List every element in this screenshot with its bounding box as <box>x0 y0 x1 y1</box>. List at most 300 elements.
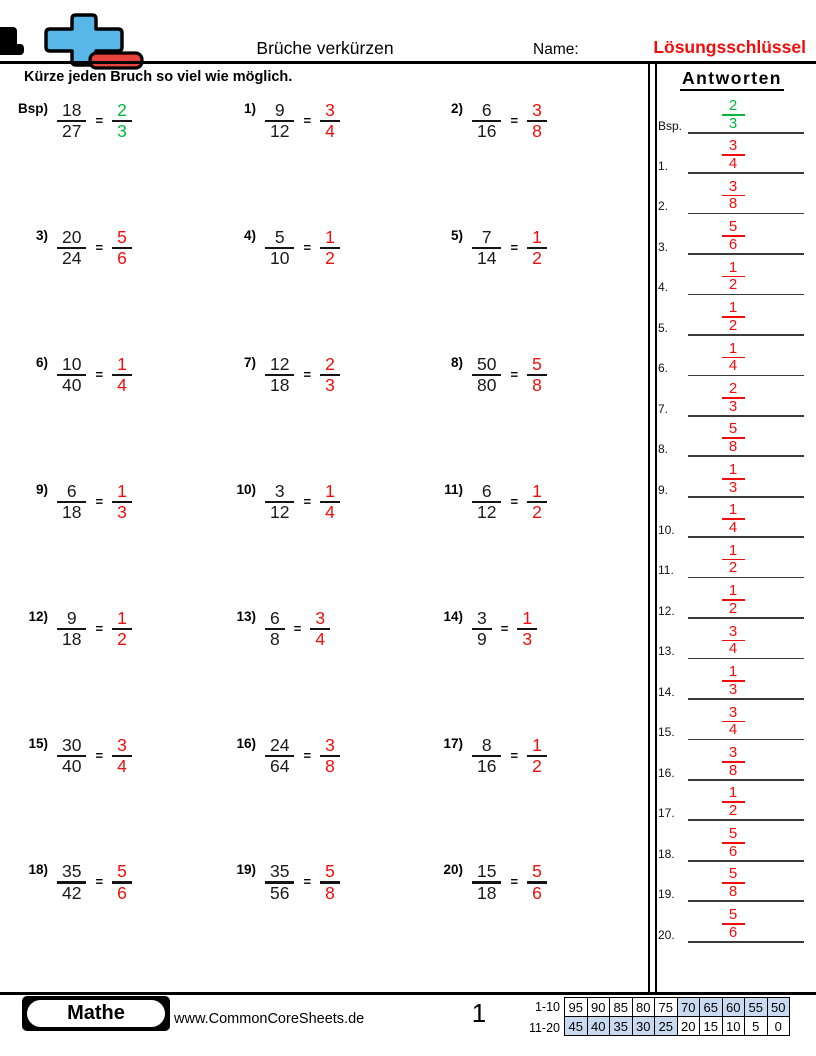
header-rule <box>0 61 816 64</box>
answer-fraction <box>654 907 812 941</box>
answer-fraction <box>112 228 132 268</box>
answer-denominator: 2 <box>532 248 542 269</box>
answer-denominator: 3 <box>728 680 738 698</box>
answer-numerator: 5 <box>728 420 738 438</box>
answer-denominator: 2 <box>532 501 542 522</box>
answer-number-label: 12. <box>658 603 675 618</box>
score-cell: 10 <box>722 1017 745 1036</box>
fraction-denominator: 16 <box>477 121 497 142</box>
page-title: Brüche verkürzen <box>256 38 394 58</box>
answer-list-item <box>654 136 812 174</box>
problem-fraction <box>265 355 294 395</box>
problem-number-label: 10) <box>236 481 256 497</box>
answer-denominator: 2 <box>728 599 738 617</box>
answer-fraction <box>654 866 812 900</box>
score-cell: 65 <box>700 998 723 1017</box>
problem-item <box>0 482 132 522</box>
answer-list-item <box>654 662 812 700</box>
answer-number-label: 19. <box>658 887 675 902</box>
answer-numerator: 1 <box>325 226 335 247</box>
answer-denominator: 3 <box>522 628 533 649</box>
problem-item <box>200 355 340 395</box>
answer-numerator: 2 <box>117 100 127 120</box>
answer-number-label: 9. <box>658 482 669 497</box>
answer-numerator: 2 <box>728 379 738 397</box>
score-cell: 80 <box>632 998 655 1017</box>
fraction-denominator: 42 <box>62 882 82 903</box>
answers-panel-title: Antworten <box>656 68 808 89</box>
answer-numerator: 1 <box>728 784 738 802</box>
answer-numerator: 1 <box>117 607 127 628</box>
problem-item <box>200 609 330 649</box>
commoncoresheets-logo-icon <box>36 12 160 74</box>
problem-number-label: 11) <box>444 481 463 497</box>
answer-blank-line <box>688 658 804 660</box>
equals-sign: = <box>293 620 302 636</box>
problem-item <box>407 736 547 776</box>
fraction-numerator: 6 <box>270 607 280 628</box>
fraction-numerator: 9 <box>66 607 77 628</box>
answer-number-label: 1. <box>658 158 669 173</box>
answer-number-label: 4. <box>658 280 669 295</box>
answer-list-item <box>654 905 812 943</box>
equals-sign: = <box>95 747 104 763</box>
answer-list-item <box>654 96 812 134</box>
answer-denominator: 2 <box>532 755 542 776</box>
answer-numerator: 2 <box>325 353 335 374</box>
score-range-label: 1-10 <box>534 1000 560 1014</box>
problem-fraction <box>472 228 501 268</box>
answer-list-item <box>654 702 812 740</box>
answer-fraction <box>320 482 340 522</box>
answer-list-item <box>654 783 812 821</box>
fraction-denominator: 80 <box>477 374 497 395</box>
answer-blank-line <box>688 617 804 619</box>
problem-fraction <box>57 862 86 902</box>
answer-numerator: 5 <box>117 861 127 882</box>
answer-number-label: 7. <box>658 401 669 416</box>
fraction-numerator: 12 <box>270 353 290 374</box>
answer-fraction <box>112 609 132 649</box>
fraction-numerator: 6 <box>481 100 492 120</box>
problem-number-label: 20) <box>443 862 463 878</box>
clipped-logo-shape <box>0 44 24 55</box>
problem-number-label: 6) <box>35 354 48 370</box>
answer-list-item <box>654 419 812 457</box>
score-table <box>564 997 790 1036</box>
problem-fraction <box>472 862 501 902</box>
problem-fraction <box>472 609 492 649</box>
answer-number-label: 17. <box>658 806 675 821</box>
equals-sign: = <box>95 239 104 255</box>
answer-numerator: 1 <box>728 663 738 681</box>
answer-list-item <box>654 743 812 781</box>
answer-fraction <box>654 138 812 172</box>
problem-number-label: 9) <box>35 481 48 497</box>
score-cell: 40 <box>587 1017 610 1036</box>
answer-blank-line <box>688 698 804 700</box>
answer-denominator: 4 <box>728 640 738 658</box>
answer-fraction <box>654 826 812 860</box>
answer-denominator: 8 <box>728 438 738 456</box>
answer-blank-line <box>688 739 804 741</box>
problem-number-label: 12) <box>28 608 48 624</box>
answer-blank-line <box>688 819 804 821</box>
problem-fraction <box>472 736 501 776</box>
answer-number-label: 14. <box>658 684 675 699</box>
problem-fraction <box>265 736 294 776</box>
score-cell: 70 <box>677 998 700 1017</box>
problem-number-label: 17) <box>443 735 463 751</box>
answer-numerator: 1 <box>532 734 542 755</box>
equals-sign: = <box>303 113 312 128</box>
answer-number-label: 3. <box>658 239 669 254</box>
answer-list-item <box>654 540 812 578</box>
equals-sign: = <box>510 113 519 128</box>
answer-numerator: 1 <box>728 460 738 478</box>
equals-sign: = <box>303 239 312 255</box>
equals-sign: = <box>303 366 312 382</box>
score-cell: 55 <box>745 998 768 1017</box>
equals-sign: = <box>510 747 519 763</box>
answer-number-label: 2. <box>658 199 669 214</box>
score-table-row <box>565 1017 790 1036</box>
answer-blank-line <box>688 334 804 336</box>
fraction-numerator: 8 <box>481 734 492 755</box>
answer-fraction <box>654 543 812 577</box>
problem-fraction <box>57 228 86 268</box>
equals-sign: = <box>510 366 519 382</box>
problem-number-label: 13) <box>236 608 256 624</box>
answer-fraction <box>527 482 547 522</box>
answer-denominator: 6 <box>532 882 542 903</box>
problem-number-label: 5) <box>450 227 463 243</box>
fraction-denominator: 8 <box>270 628 280 649</box>
fraction-numerator: 10 <box>62 353 82 374</box>
answer-denominator: 3 <box>728 478 738 496</box>
problem-fraction <box>57 736 86 776</box>
answer-numerator: 3 <box>728 177 738 195</box>
answer-numerator: 1 <box>117 353 127 374</box>
answer-denominator: 6 <box>728 923 738 941</box>
equals-sign: = <box>95 874 104 890</box>
problem-fraction <box>57 609 86 649</box>
answer-fraction <box>654 260 812 294</box>
answer-fraction <box>527 101 547 141</box>
answer-denominator: 8 <box>728 761 738 779</box>
equals-sign: = <box>500 620 509 636</box>
score-cell: 75 <box>655 998 678 1017</box>
problem-item <box>407 228 547 268</box>
problem-number-label: 2) <box>450 101 463 116</box>
answer-denominator: 8 <box>325 882 335 903</box>
equals-sign: = <box>95 493 104 509</box>
fraction-numerator: 9 <box>274 100 285 120</box>
answer-number-label: 10. <box>658 523 675 537</box>
fraction-numerator: 3 <box>477 607 487 628</box>
answer-list-item <box>654 864 812 902</box>
fraction-numerator: 35 <box>270 861 290 882</box>
problem-number-label: 1) <box>243 101 256 116</box>
answer-list-item <box>654 379 812 417</box>
problem-item <box>200 228 340 268</box>
answer-fraction <box>527 355 547 395</box>
answer-numerator: 1 <box>532 226 542 247</box>
problem-fraction <box>265 609 285 649</box>
answer-number-label: 8. <box>658 442 669 457</box>
problem-number-label: 8) <box>450 354 463 370</box>
answer-numerator: 3 <box>728 622 738 640</box>
answer-numerator: 1 <box>728 501 738 519</box>
problem-item <box>407 862 547 902</box>
answer-fraction <box>112 482 132 522</box>
answer-numerator: 3 <box>325 734 335 755</box>
fraction-numerator: 50 <box>477 353 497 374</box>
answer-blank-line <box>688 455 804 457</box>
problem-number-label: 15) <box>28 735 48 751</box>
answer-numerator: 1 <box>532 480 542 501</box>
answer-denominator: 6 <box>117 248 127 269</box>
answer-denominator: 6 <box>728 842 738 860</box>
fraction-numerator: 24 <box>270 734 290 755</box>
answer-numerator: 3 <box>117 734 127 755</box>
problem-fraction <box>265 482 294 522</box>
answer-denominator: 3 <box>117 121 127 142</box>
equals-sign: = <box>95 366 104 382</box>
score-cell: 60 <box>722 998 745 1017</box>
answer-fraction <box>320 101 340 141</box>
answer-fraction <box>527 736 547 776</box>
answer-denominator: 4 <box>728 154 738 172</box>
answer-numerator: 3 <box>728 137 738 155</box>
fraction-numerator: 6 <box>481 480 492 501</box>
problem-number-label: 19) <box>236 862 256 878</box>
problem-fraction <box>472 482 501 522</box>
answer-numerator: 3 <box>728 703 738 721</box>
brand-logo <box>22 996 170 1031</box>
answer-numerator: 3 <box>315 607 326 628</box>
fraction-denominator: 18 <box>62 501 82 522</box>
score-cell: 90 <box>587 998 610 1017</box>
answer-numerator: 5 <box>325 861 335 882</box>
answer-list-item <box>654 824 812 862</box>
answer-fraction <box>112 101 132 141</box>
brand-label: Mathe <box>27 1000 165 1027</box>
problem-item <box>0 228 132 268</box>
answer-fraction <box>654 381 812 415</box>
answer-denominator: 4 <box>117 755 127 776</box>
answer-fraction <box>654 502 812 536</box>
fraction-denominator: 12 <box>270 121 290 142</box>
answer-denominator: 2 <box>728 276 738 294</box>
problem-number-label: Bsp) <box>18 101 48 116</box>
problem-item <box>0 862 132 902</box>
answer-number-label: 13. <box>658 644 675 659</box>
instruction-text: Kürze jeden Bruch so viel wie möglich. <box>24 69 293 85</box>
answer-fraction <box>654 745 812 779</box>
answer-denominator: 4 <box>325 121 335 142</box>
answer-blank-line <box>688 172 804 174</box>
answer-fraction <box>112 862 132 902</box>
score-cell: 95 <box>565 998 588 1017</box>
problem-item <box>200 101 340 141</box>
answer-denominator: 3 <box>325 374 335 395</box>
fraction-numerator: 20 <box>62 226 82 247</box>
problem-item <box>0 609 132 649</box>
problem-number-label: 14) <box>443 608 463 624</box>
fraction-denominator: 56 <box>270 882 290 903</box>
answer-numerator: 3 <box>532 100 542 120</box>
fraction-numerator: 35 <box>62 861 82 882</box>
answer-fraction <box>654 624 812 658</box>
fraction-numerator: 6 <box>66 480 77 501</box>
equals-sign: = <box>303 874 312 890</box>
answer-number-label: 18. <box>658 846 675 861</box>
answer-fraction <box>654 664 812 698</box>
answer-blank-line <box>688 577 804 579</box>
problem-item <box>407 609 537 649</box>
score-cell: 85 <box>610 998 633 1017</box>
equals-sign: = <box>510 239 519 255</box>
answer-list-item <box>654 460 812 498</box>
answer-numerator: 3 <box>728 744 738 761</box>
answer-blank-line <box>688 132 804 134</box>
answer-numerator: 5 <box>728 865 738 883</box>
answer-number-label: 11. <box>658 563 674 578</box>
problem-fraction <box>265 101 294 141</box>
page-number: 1 <box>471 998 487 1028</box>
score-cell: 15 <box>700 1017 723 1036</box>
fraction-numerator: 7 <box>481 226 492 247</box>
problem-item <box>0 736 132 776</box>
fraction-denominator: 18 <box>62 628 82 649</box>
score-cell: 50 <box>767 998 790 1017</box>
fraction-denominator: 16 <box>477 755 497 776</box>
fraction-denominator: 14 <box>477 248 497 269</box>
answer-list-item <box>654 217 812 255</box>
answer-denominator: 8 <box>728 883 738 901</box>
score-cell: 0 <box>767 1017 790 1036</box>
answer-fraction <box>517 609 537 649</box>
problem-fraction <box>57 355 86 395</box>
answer-denominator: 2 <box>728 316 738 334</box>
answer-numerator: 5 <box>728 905 738 923</box>
answer-number-label: 5. <box>658 320 669 335</box>
fraction-denominator: 18 <box>477 882 497 903</box>
answer-fraction <box>320 862 340 902</box>
answer-denominator: 4 <box>728 357 738 375</box>
answer-fraction <box>112 355 132 395</box>
score-cell: 45 <box>565 1017 588 1036</box>
answer-list-item <box>654 257 812 295</box>
problem-number-label: 7) <box>243 354 256 370</box>
equals-sign: = <box>510 493 519 509</box>
score-table-row <box>565 998 790 1017</box>
fraction-denominator: 24 <box>62 248 82 269</box>
answer-denominator: 8 <box>532 374 542 395</box>
fraction-numerator: 18 <box>62 100 82 120</box>
fraction-denominator: 10 <box>270 248 290 269</box>
answer-blank-line <box>688 253 804 255</box>
fraction-denominator: 40 <box>62 755 82 776</box>
answer-blank-line <box>688 294 804 296</box>
answer-number-label: Bsp. <box>658 118 683 133</box>
equals-sign: = <box>95 113 104 128</box>
answer-fraction <box>654 300 812 334</box>
problem-item <box>0 355 132 395</box>
answer-numerator: 1 <box>728 339 738 357</box>
footer-rule <box>0 992 816 995</box>
answer-fraction <box>654 462 812 496</box>
answer-denominator: 4 <box>117 374 127 395</box>
answer-numerator: 1 <box>117 480 127 501</box>
answer-fraction <box>112 736 132 776</box>
answer-numerator: 5 <box>532 353 542 374</box>
problem-item <box>407 482 547 522</box>
problem-item <box>200 482 340 522</box>
fraction-numerator: 5 <box>274 226 285 247</box>
answer-numerator: 1 <box>728 258 738 276</box>
fraction-denominator: 9 <box>477 628 487 649</box>
answer-fraction <box>310 609 330 649</box>
problem-number-label: 4) <box>243 227 256 243</box>
answer-denominator: 8 <box>325 755 335 776</box>
problem-number-label: 18) <box>28 862 48 878</box>
score-cell: 35 <box>610 1017 633 1036</box>
score-range-label: 11-20 <box>528 1021 560 1035</box>
answer-list-item <box>654 621 812 659</box>
equals-sign: = <box>303 747 312 763</box>
problem-item <box>200 862 340 902</box>
score-cell: 30 <box>632 1017 655 1036</box>
answer-numerator: 3 <box>325 100 335 120</box>
fraction-numerator: 15 <box>477 861 497 882</box>
answer-denominator: 6 <box>728 235 738 253</box>
answer-blank-line <box>688 496 804 498</box>
answer-denominator: 3 <box>728 397 738 415</box>
problem-item <box>407 101 547 141</box>
answer-fraction <box>320 228 340 268</box>
answer-fraction <box>654 705 812 739</box>
answer-numerator: 1 <box>728 582 738 600</box>
equals-sign: = <box>510 874 519 890</box>
fraction-numerator: 30 <box>62 734 82 755</box>
problem-number-label: 3) <box>35 227 48 243</box>
problem-fraction <box>472 101 501 141</box>
answer-list-item <box>654 581 812 619</box>
answer-blank-line <box>688 779 804 781</box>
fraction-numerator: 3 <box>274 480 285 501</box>
answer-fraction <box>654 341 812 375</box>
score-cell: 20 <box>677 1017 700 1036</box>
answer-number-label: 15. <box>658 725 675 740</box>
answer-list-item <box>654 338 812 376</box>
website-link[interactable]: www.CommonCoreSheets.de <box>174 1011 365 1027</box>
answer-numerator: 1 <box>522 607 533 628</box>
answer-numerator: 5 <box>728 824 738 842</box>
problem-item <box>200 736 340 776</box>
answer-fraction <box>654 785 812 819</box>
answer-denominator: 8 <box>532 121 542 142</box>
problem-fraction <box>57 482 86 522</box>
divider-line <box>648 64 650 994</box>
answer-numerator: 2 <box>728 96 738 114</box>
score-row-labels <box>496 997 560 1039</box>
fraction-denominator: 40 <box>62 374 82 395</box>
answer-list-item <box>654 176 812 214</box>
answer-blank-line <box>688 415 804 417</box>
answer-denominator: 6 <box>117 882 127 903</box>
